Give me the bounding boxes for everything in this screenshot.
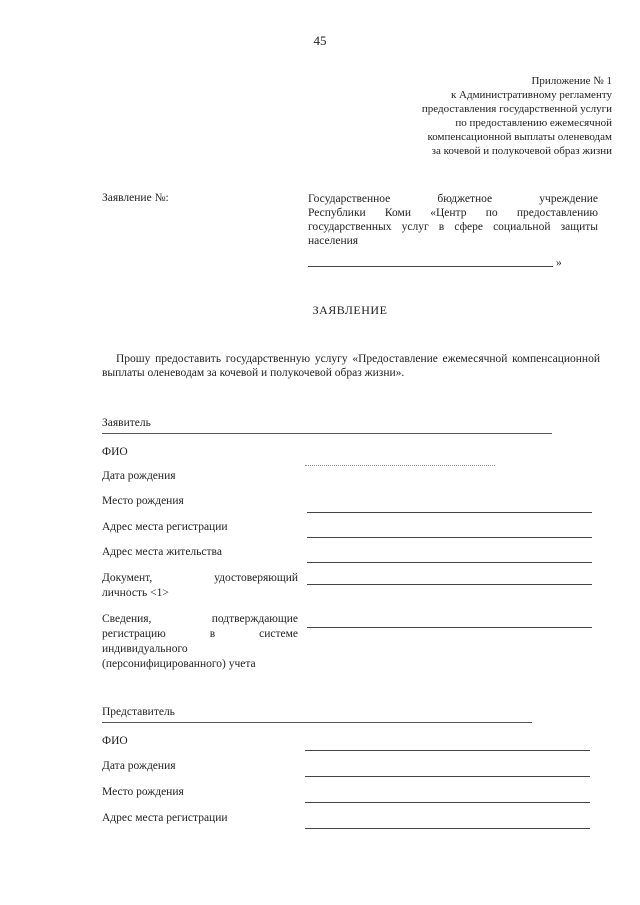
representative-birth-place-field[interactable] xyxy=(305,802,590,803)
addressee-block xyxy=(308,192,598,248)
applicant-label: Заявитель xyxy=(102,417,151,429)
page-number: 45 xyxy=(313,33,327,48)
appendix-line: по предоставлению ежемесячной xyxy=(455,117,612,129)
document-title: ЗАЯВЛЕНИЕ xyxy=(312,303,388,317)
applicant-fio-label: ФИО xyxy=(102,446,128,458)
representative-section-rule xyxy=(102,722,532,723)
representative-registration-address-field[interactable] xyxy=(305,828,590,829)
addressee-line: государственных услуг в сфере социальной защиты xyxy=(308,221,598,233)
representative-birth-place-label: Место рождения xyxy=(102,786,184,798)
applicant-residence-address-field[interactable] xyxy=(307,562,592,563)
applicant-section-rule xyxy=(102,433,552,434)
appendix-line: к Административному регламенту xyxy=(450,89,612,101)
applicant-snils-label-3: индивидуального xyxy=(102,643,188,655)
applicant-fio-field[interactable] xyxy=(305,465,495,466)
applicant-birth-place-field[interactable] xyxy=(307,512,592,513)
representative-birth-date-field[interactable] xyxy=(305,776,590,777)
applicant-snils-label-2 xyxy=(102,627,298,642)
addressee-line: Республики Коми «Центр по предоставлению xyxy=(308,207,598,219)
applicant-registration-address-label: Адрес места регистрации xyxy=(102,521,228,533)
representative-fio-label: ФИО xyxy=(102,735,128,747)
applicant-snils-label xyxy=(102,612,298,627)
appendix-line: предоставления государственной услуги xyxy=(421,103,612,115)
application-number-label: Заявление №: xyxy=(102,192,169,204)
appendix-line: Приложение № 1 xyxy=(531,75,612,87)
applicant-snils-label-line: регистрацию в системе xyxy=(102,628,298,640)
addressee-branch-field[interactable] xyxy=(308,257,598,271)
applicant-snils-label-line: Сведения, подтверждающие xyxy=(102,613,298,625)
applicant-snils-field[interactable] xyxy=(307,627,592,628)
applicant-id-document-label-line: Документ, удостоверяющий xyxy=(102,572,298,584)
representative-registration-address-label: Адрес места регистрации xyxy=(102,812,228,824)
appendix-line: за кочевой и полукочевой образ жизни xyxy=(431,145,612,157)
addressee-closing-quote: » xyxy=(556,257,562,269)
applicant-registration-address-field[interactable] xyxy=(307,537,592,538)
applicant-residence-address-label: Адрес места жительства xyxy=(102,546,222,558)
request-text: Прошу предоставить государственную услугу «Предоставление ежемесячной компенсационной выплаты оленеводам за кочевой и полукочевой образ жизни». xyxy=(102,353,600,379)
representative-birth-date-label: Дата рождения xyxy=(102,760,176,772)
applicant-id-document-label-2: личность <1> xyxy=(102,587,169,599)
appendix-header xyxy=(352,74,612,158)
appendix-line: компенсационной выплаты оленеводам xyxy=(427,131,612,143)
applicant-birth-place-label: Место рождения xyxy=(102,495,184,507)
applicant-birth-date-label: Дата рождения xyxy=(102,470,176,482)
representative-fio-field[interactable] xyxy=(305,750,590,751)
applicant-id-document-label xyxy=(102,571,298,586)
addressee-line: Государственное бюджетное учреждение xyxy=(308,193,598,205)
addressee-line: населения xyxy=(308,235,359,247)
applicant-id-document-field[interactable] xyxy=(307,584,592,585)
applicant-snils-label-4: (персонифицированного) учета xyxy=(102,658,256,670)
addressee-branch-underline xyxy=(308,266,553,267)
representative-label: Представитель xyxy=(102,706,175,718)
